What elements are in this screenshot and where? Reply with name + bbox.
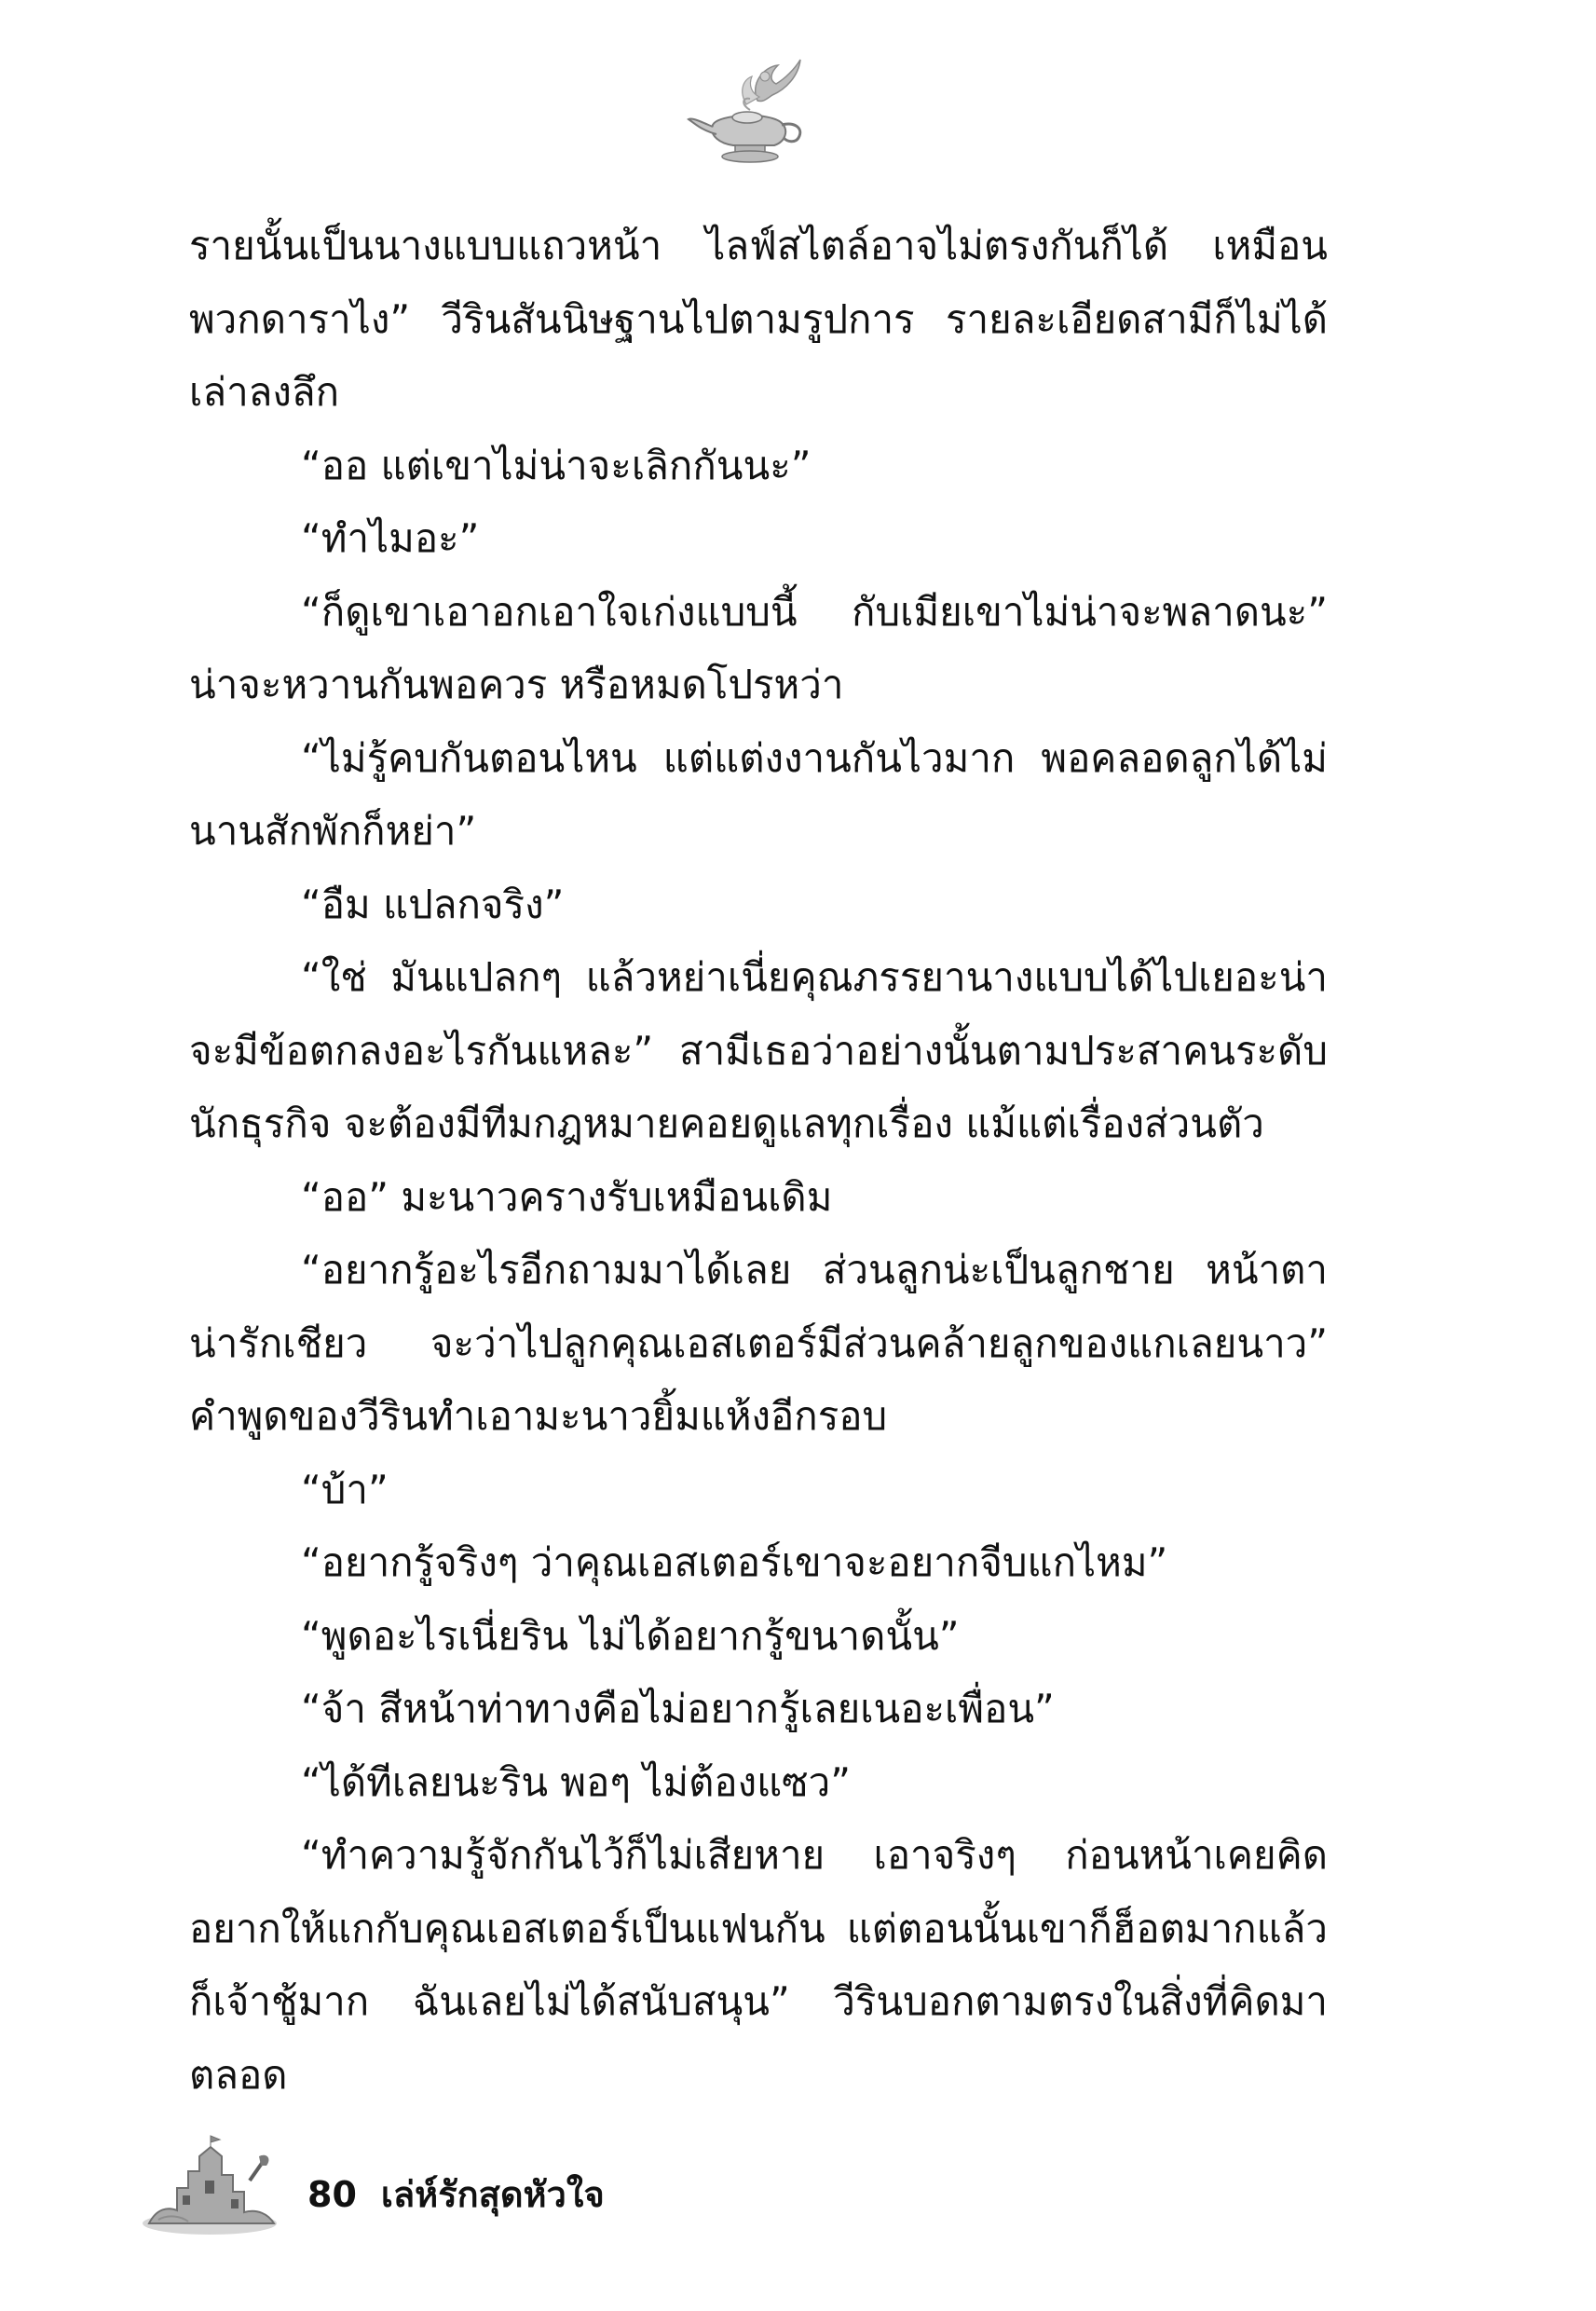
paragraph: “อยากรู้อะไรอีกถามมาได้เลย ส่วนลูกน่ะเป็นลูกชาย หน้าตาน่ารักเชียว จะว่าไปลูกคุณเอสเตอร์มีส่วนคล้ายลูกของแกเลยนาว” คำพูดของวีรินทำเอามะนาวยิ้มแห้งอีกรอบ (189, 1247, 1328, 1439)
paragraph: รายนั้นเป็นนางแบบแถวหน้า ไลฟ์สไตล์อาจไม่ตรงกันก็ได้ เหมือนพวกดาราไง” วีรินสันนิษฐานไปตามรูปการ รายละเอียดสามีก็ไม่ได้เล่าลงลึก (189, 223, 1328, 415)
page-footer (140, 2134, 792, 2236)
paragraph: “ทำไมอะ” (301, 515, 480, 561)
paragraph: “ได้ทีเลยนะริน พอๆ ไม่ต้องแซว” (301, 1758, 851, 1805)
paragraph: “พูดอะไรเนี่ยริน ไม่ได้อยากรู้ขนาดนั้น” (301, 1612, 960, 1659)
paragraph: “ทำความรู้จักกันไว้ก็ไม่เสียหาย เอาจริงๆ ก่อนหน้าเคยคิดอยากให้แกกับคุณเอสเตอร์เป็นแฟนกัน แต่ตอนนั้นเขาก็ฮ็อตมากแล้วก็เจ้าชู้มาก ฉันเลยไม่ได้สนับสนุน” วีรินบอกตามตรงในสิ่งที่คิดมาตลอด (189, 1832, 1328, 2098)
page-number: 80 (307, 2174, 357, 2215)
lamp-with-fairy-icon (685, 56, 815, 168)
paragraph: “จ้า สีหน้าท่าทางคือไม่อยากรู้เลยเนอะเพื่อน” (301, 1686, 1055, 1731)
paragraph: “อืม แปลกจริง” (301, 881, 565, 927)
body-text (189, 210, 1328, 2112)
paragraph: “ก็ดูเขาเอาอกเอาใจเก่งแบบนี้ กับเมียเขาไม่น่าจะพลาดนะ” น่าจะหวานกันพอควร หรือหมดโปรหว่า (189, 588, 1328, 707)
paragraph: “ออ” มะนาวครางรับเหมือนเดิม (301, 1173, 833, 1220)
paragraph: “ไม่รู้คบกันตอนไหน แต่แต่งงานกันไวมาก พอคลอดลูกได้ไม่นานสักพักก็หย่า” (189, 734, 1328, 854)
paragraph: “ออ แต่เขาไม่น่าจะเลิกกันนะ” (301, 442, 812, 488)
book-title: เล่ห์รักสุดหัวใจ (380, 2174, 605, 2215)
paragraph: “บ้า” (301, 1466, 389, 1512)
paragraph: “อยากรู้จริงๆ ว่าคุณเอสเตอร์เขาจะอยากจีบแกไหม” (301, 1539, 1168, 1585)
sandcastle-icon (140, 2134, 280, 2236)
footer-label (307, 2166, 605, 2222)
paragraph: “ใช่ มันแปลกๆ แล้วหย่าเนี่ยคุณภรรยานางแบบได้ไปเยอะน่าจะมีข้อตกลงอะไรกันแหละ” สามีเธอว่าอย่างนั้นตามประสาคนระดับนักธุรกิจ จะต้องมีทีมกฎหมายคอยดูแลทุกเรื่อง แม้แต่เรื่องส่วนตัว (189, 954, 1328, 1146)
